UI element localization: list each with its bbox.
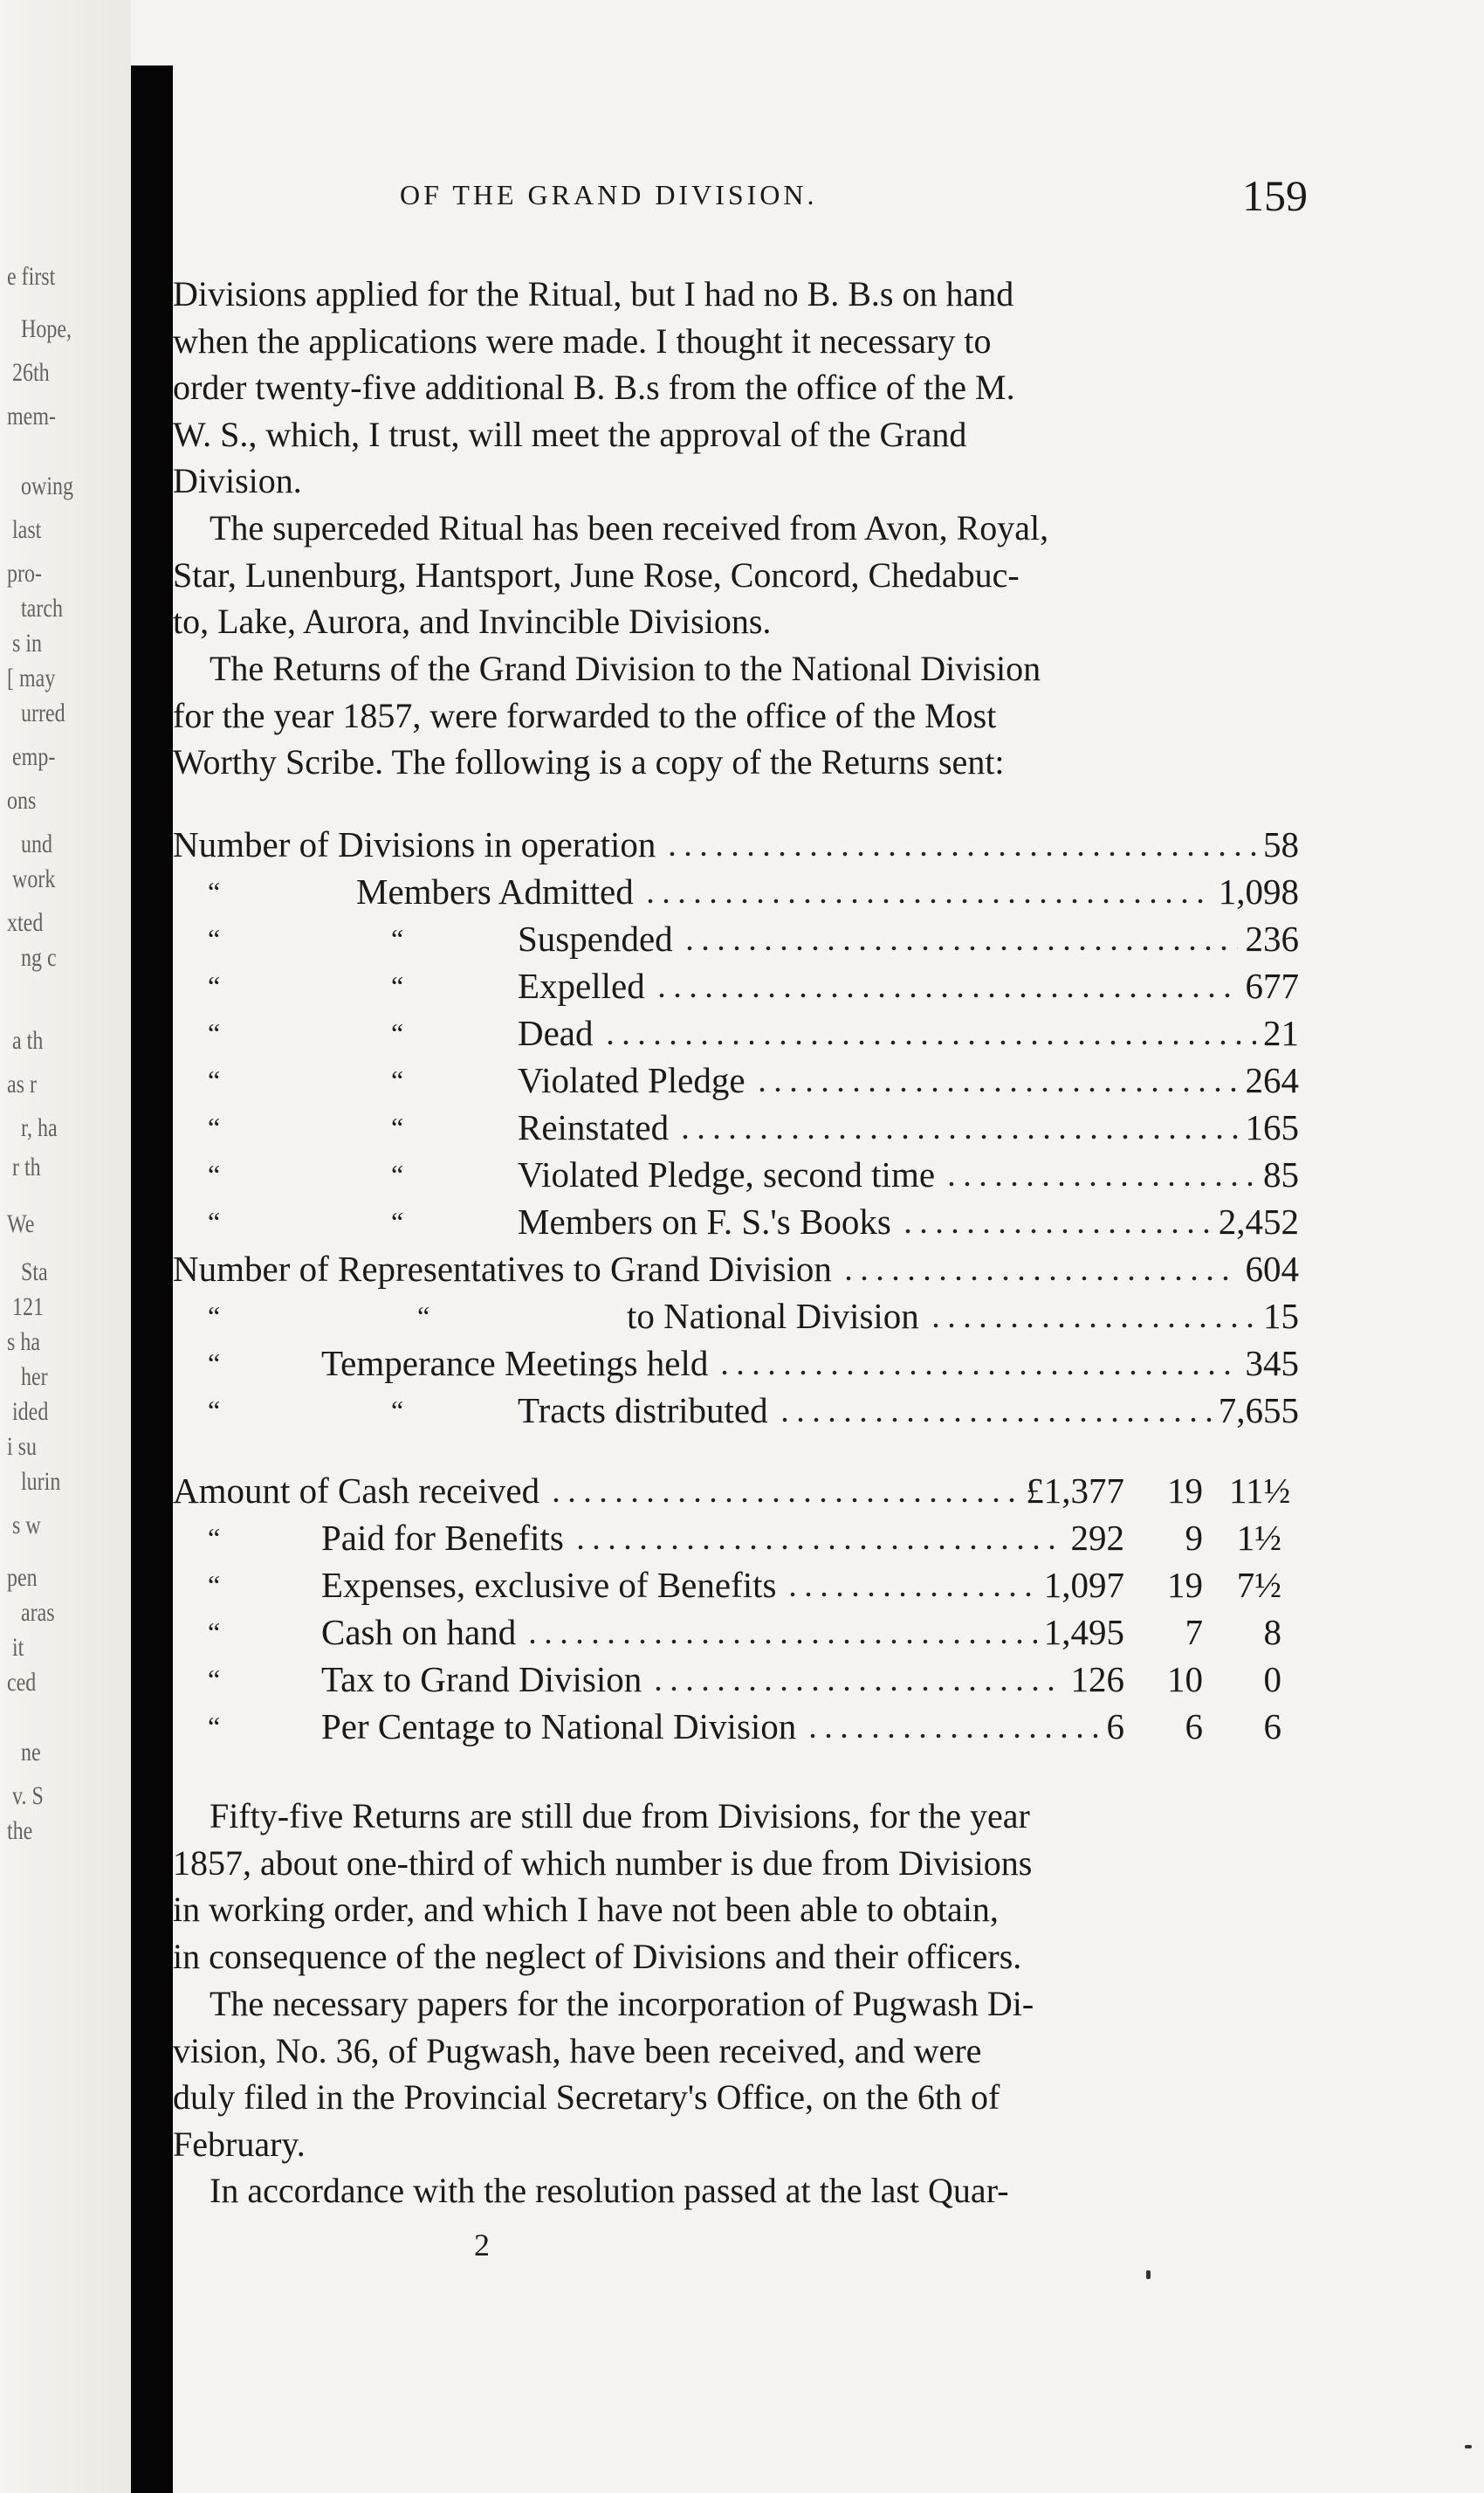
cash-label: Expenses, exclusive of Benefits [321, 1565, 777, 1605]
paragraph-4 [173, 1793, 1290, 1980]
stat-label: Members Admitted [356, 871, 634, 912]
text-line: order twenty-five additional B. B.s from the office of the M. [173, 368, 1015, 407]
stat-label: Suspended [518, 919, 673, 959]
cash-pence: 6 [1263, 1706, 1281, 1746]
bleed-through-fragment: r th [12, 1153, 41, 1181]
ditto-mark: “ [208, 1663, 221, 1695]
paragraph-3 [173, 645, 1290, 786]
stat-row [173, 915, 1299, 962]
bleed-through-fragment: it [12, 1633, 24, 1662]
ditto-mark: “ [208, 970, 221, 1002]
dot-leader [602, 1039, 1256, 1046]
dot-leader [525, 1638, 1037, 1645]
ditto-mark: “ [208, 1206, 221, 1237]
ink-speck [1146, 2270, 1151, 2279]
stat-row [173, 1009, 1299, 1057]
bleed-through-fragment: s w [12, 1511, 41, 1539]
stat-label: Number of Divisions in operation [173, 824, 656, 864]
cash-row [173, 1608, 1299, 1656]
stat-label: Members on F. S.'s Books [518, 1202, 891, 1242]
paragraph-2 [173, 505, 1290, 645]
bleed-through-fragment: ng c [21, 943, 57, 972]
stat-row [173, 821, 1299, 868]
cash-row [173, 1514, 1299, 1561]
paragraph-1 [173, 271, 1290, 505]
cash-label: Cash on hand [321, 1612, 517, 1652]
bleed-through-fragment: und [21, 830, 52, 858]
stat-label: Expelled [518, 966, 645, 1006]
stat-value: 236 [1245, 919, 1299, 959]
page-number: 159 [1242, 171, 1308, 220]
dot-leader [900, 1228, 1212, 1235]
text-line: 1857, about one-third of which number is due from Divisions [173, 1842, 1033, 1883]
cash-pence: 1½ [1236, 1518, 1281, 1558]
stat-value: 21 [1263, 1013, 1299, 1053]
dot-leader [650, 1685, 1063, 1692]
ditto-mark: “ [208, 923, 221, 954]
paragraph-5 [173, 1980, 1290, 2167]
ditto-mark: “ [208, 1395, 221, 1426]
cash-pence: 11½ [1229, 1470, 1291, 1511]
stat-label: Dead [518, 1013, 594, 1053]
ditto-mark: “ [208, 1347, 221, 1379]
bleed-through-fragment: owing [21, 472, 73, 500]
cash-table [173, 1467, 1299, 1750]
stat-row [173, 1057, 1299, 1104]
ditto-mark: “ [391, 1017, 404, 1049]
cash-pence: 7½ [1236, 1565, 1281, 1605]
bleed-through-fragment: e first [7, 262, 56, 291]
bleed-through-fragment: work [12, 864, 56, 893]
cash-shillings: 19 [1167, 1565, 1203, 1605]
cash-label: Tax to Grand Division [321, 1659, 642, 1699]
stat-row [173, 1387, 1299, 1434]
cash-pounds: £1,377 [1026, 1470, 1124, 1511]
ditto-mark: “ [391, 923, 404, 954]
text-line: Divisions applied for the Ritual, but I had no B. B.s on hand [173, 274, 1014, 313]
ditto-mark: “ [208, 1522, 221, 1553]
cash-shillings: 7 [1185, 1612, 1203, 1652]
cash-row [173, 1561, 1299, 1608]
stat-value: 677 [1245, 966, 1299, 1006]
stat-label: to National Division [627, 1296, 919, 1336]
bleed-through-fragment: ne [21, 1738, 41, 1766]
bleed-through-fragment: [ may [7, 664, 56, 692]
bleed-through-fragment: v. S [12, 1781, 44, 1810]
dot-leader [717, 1369, 1238, 1376]
stat-label: Number of Representatives to Grand Division [173, 1249, 832, 1289]
stat-value: 264 [1245, 1060, 1299, 1100]
bleed-through-fragment: emp- [12, 742, 56, 771]
text-line: In accordance with the resolution passed at the last Quar- [210, 2171, 1009, 2210]
bleed-through-fragment: pen [7, 1563, 38, 1592]
stat-row [173, 962, 1299, 1009]
bleed-through-fragment: ided [12, 1397, 49, 1426]
dot-leader [682, 945, 1238, 952]
dot-leader [805, 1732, 1099, 1739]
ditto-mark: “ [208, 1017, 221, 1049]
stat-row [173, 868, 1299, 915]
ditto-mark: “ [391, 1395, 404, 1426]
text-line: Division. [173, 461, 302, 500]
ditto-mark: “ [208, 876, 221, 907]
stat-value: 85 [1263, 1154, 1299, 1195]
dot-leader [548, 1497, 1019, 1504]
ditto-mark: “ [208, 1064, 221, 1096]
stat-value: 165 [1245, 1107, 1299, 1147]
bleed-through-margin [0, 0, 131, 2493]
cash-shillings: 19 [1167, 1470, 1203, 1511]
cash-pence: 8 [1263, 1612, 1281, 1652]
dot-leader [642, 898, 1212, 905]
stat-value: 1,098 [1218, 871, 1299, 912]
ditto-mark: “ [391, 1112, 404, 1143]
bleed-through-fragment: pro- [7, 559, 42, 588]
dot-leader [777, 1416, 1212, 1423]
bleed-through-fragment: aras [21, 1598, 55, 1627]
bleed-through-fragment: mem- [7, 402, 56, 430]
bleed-through-fragment: r, ha [21, 1113, 58, 1142]
text-line: Fifty-five Returns are still due from Divisions, for the year [210, 1796, 1030, 1835]
stat-row [173, 1339, 1299, 1387]
cash-label: Amount of Cash received [173, 1470, 540, 1511]
cash-shillings: 9 [1185, 1518, 1203, 1558]
bleed-through-fragment: Sta [21, 1257, 48, 1286]
text-line: to, Lake, Aurora, and Invincible Divisions. [173, 602, 772, 641]
cash-pounds: 126 [1070, 1659, 1124, 1699]
cash-shillings: 10 [1167, 1659, 1203, 1699]
text-line: W. S., which, I trust, will meet the approval of the Grand [173, 414, 967, 454]
bleed-through-fragment: lurin [21, 1467, 61, 1496]
dot-leader [785, 1591, 1037, 1598]
signature-mark: 2 [474, 2228, 490, 2262]
stat-row [173, 1151, 1299, 1198]
stat-row [173, 1245, 1299, 1292]
bleed-through-fragment: xted [7, 908, 44, 937]
dot-leader [754, 1086, 1238, 1093]
stat-row [173, 1292, 1299, 1339]
bleed-through-fragment: i su [7, 1432, 38, 1461]
running-head: OF THE GRAND DIVISION. [400, 179, 818, 210]
stat-value: 604 [1245, 1249, 1299, 1289]
cash-pounds: 292 [1070, 1518, 1124, 1558]
dot-leader [677, 1133, 1238, 1140]
stat-value: 7,655 [1218, 1390, 1299, 1430]
dot-leader [664, 851, 1256, 857]
ditto-mark: “ [391, 1064, 404, 1096]
text-line: in consequence of the neglect of Divisions and their officers. [173, 1936, 1022, 1976]
bleed-through-fragment: the [7, 1816, 33, 1845]
stat-value: 58 [1263, 824, 1299, 864]
ditto-mark: “ [208, 1711, 221, 1742]
ditto-mark: “ [208, 1112, 221, 1143]
dot-leader [841, 1275, 1238, 1282]
stat-value: 15 [1263, 1296, 1299, 1336]
dot-leader [944, 1181, 1256, 1188]
text-line: Worthy Scribe. The following is a copy of the Returns sent: [173, 742, 1005, 782]
cash-row [173, 1656, 1299, 1703]
stat-label: Reinstated [518, 1107, 670, 1147]
text-line: The superceded Ritual has been received from Avon, Royal, [210, 508, 1049, 547]
stat-label: Temperance Meetings held [321, 1343, 709, 1383]
text-line: duly filed in the Provincial Secretary's Office, on the 6th of [173, 2077, 1000, 2117]
bleed-through-fragment: 121 [12, 1292, 44, 1321]
cash-pounds: 1,097 [1043, 1565, 1124, 1605]
bleed-through-fragment: s ha [7, 1327, 40, 1356]
bleed-through-fragment: Hope, [21, 314, 72, 343]
stat-row [173, 1198, 1299, 1245]
cash-label: Per Centage to National Division [321, 1706, 797, 1746]
bleed-through-fragment: a th [12, 1026, 44, 1055]
cash-pounds: 6 [1106, 1706, 1124, 1746]
cash-pounds: 1,495 [1043, 1612, 1124, 1652]
text-line: The Returns of the Grand Division to the National Division [210, 649, 1041, 688]
bleed-through-fragment: her [21, 1362, 48, 1391]
binding-shadow [131, 65, 173, 2493]
cash-row [173, 1467, 1299, 1514]
stat-label: Tracts distributed [518, 1390, 768, 1430]
ditto-mark: “ [208, 1159, 221, 1190]
dot-leader [573, 1544, 1063, 1551]
stat-value: 345 [1245, 1343, 1299, 1383]
stat-label: Violated Pledge [518, 1060, 745, 1100]
text-line: for the year 1857, were forwarded to the office of the Most [173, 695, 997, 735]
cash-shillings: 6 [1185, 1706, 1203, 1746]
ditto-mark: “ [391, 1206, 404, 1237]
page [173, 0, 1484, 2493]
ditto-mark: “ [417, 1300, 430, 1332]
bleed-through-fragment: last [12, 515, 42, 544]
stat-row [173, 1104, 1299, 1151]
paragraph-6 [173, 2167, 1290, 2214]
bleed-through-fragment: ons [7, 786, 37, 815]
dot-leader [928, 1322, 1256, 1329]
text-line: February. [173, 2124, 306, 2164]
cash-pence: 0 [1263, 1659, 1281, 1699]
bleed-through-fragment: urred [21, 699, 65, 727]
bleed-through-fragment: 26th [12, 358, 50, 387]
text-line: when the applications were made. I thought it necessary to [173, 320, 992, 361]
ditto-mark: “ [208, 1616, 221, 1648]
ink-speck [1465, 2445, 1472, 2448]
dot-leader [654, 992, 1238, 999]
stat-label: Violated Pledge, second time [518, 1154, 936, 1195]
bleed-through-fragment: ced [7, 1668, 37, 1697]
bleed-through-fragment: as r [7, 1070, 37, 1098]
text-line: in working order, and which I have not been able to obtain, [173, 1890, 999, 1929]
returns-table [173, 821, 1299, 1434]
cash-label: Paid for Benefits [321, 1518, 564, 1558]
bleed-through-fragment: We [7, 1209, 35, 1238]
ditto-mark: “ [391, 970, 404, 1002]
ditto-mark: “ [208, 1300, 221, 1332]
stat-value: 2,452 [1218, 1202, 1299, 1242]
ditto-mark: “ [391, 1159, 404, 1190]
text-line: The necessary papers for the incorporation of Pugwash Di- [210, 1984, 1034, 2023]
cash-row [173, 1703, 1299, 1750]
bleed-through-fragment: s in [12, 629, 43, 658]
bleed-through-fragment: tarch [21, 594, 63, 623]
ditto-mark: “ [208, 1569, 221, 1601]
text-line: Star, Lunenburg, Hantsport, June Rose, Concord, Chedabuc- [173, 554, 1020, 595]
text-line: vision, No. 36, of Pugwash, have been received, and were [173, 2030, 982, 2070]
